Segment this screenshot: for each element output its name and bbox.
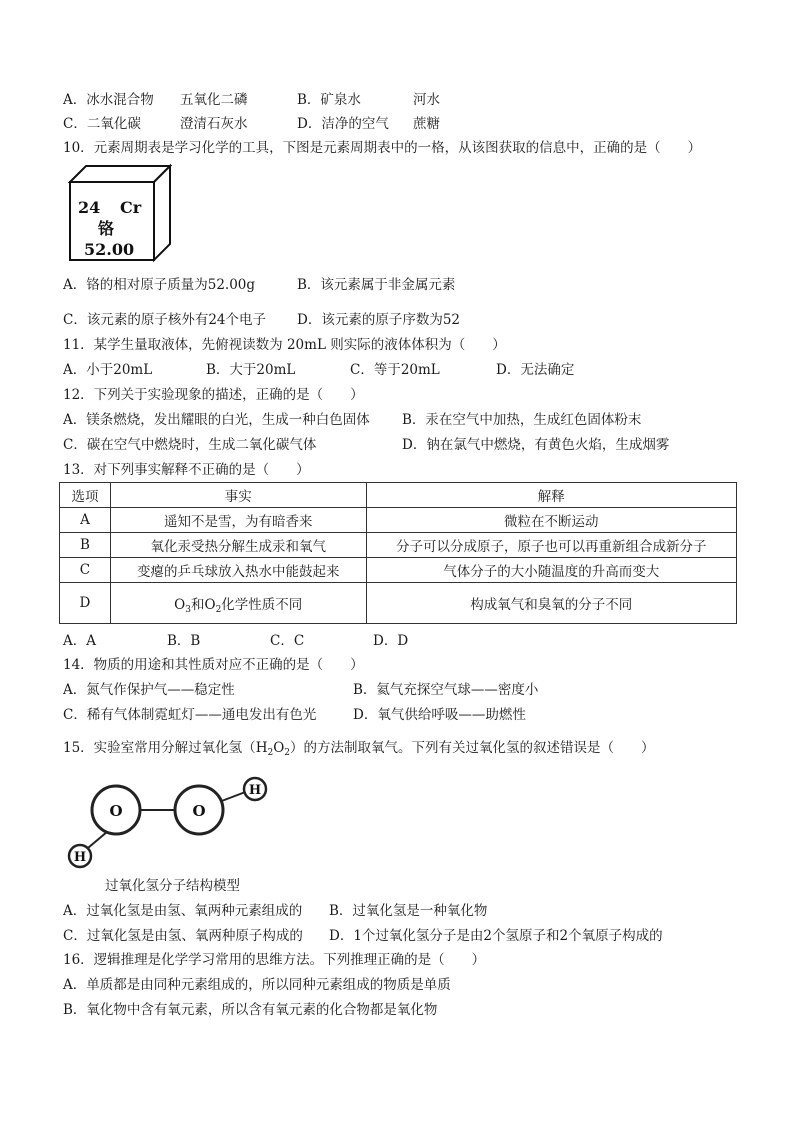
- header-option: 选项: [60, 483, 111, 508]
- q10-stem: 10．元素周期表是学习化学的工具，下图是元素周期表中的一格，从该图获取的信息中，正确的是（ ）: [63, 140, 702, 156]
- row-option: C: [60, 558, 111, 583]
- element-atomic-number: 24: [78, 198, 101, 217]
- row-option: B: [60, 533, 111, 558]
- q12-stem: 12．下列关于实验现象的描述，正确的是（ ）: [63, 387, 364, 403]
- row-fact: 变瘪的乒乓球放入热水中能鼓起来: [110, 558, 366, 583]
- q13-table: [59, 482, 737, 624]
- q9-option-a: A．冰水混合物: [63, 92, 154, 108]
- q15-stem: 15．实验室常用分解过氧化氢$(H_2O_2)$的方法制取氧气。下列有关过氧化氢的叙述错误是（ ）: [63, 740, 655, 758]
- row-explanation: 微粒在不断运动: [366, 508, 736, 533]
- q15-option-c: C．过氧化氢是由氢、氧两种原子构成的: [63, 928, 303, 944]
- table-row: [60, 558, 737, 583]
- q15-option-b: B．过氧化氢是一种氧化物: [329, 903, 488, 919]
- table-row: [60, 508, 737, 533]
- row-fact: $O_3$和$O_2$化学性质不同: [110, 583, 366, 624]
- q10-option-b: B．该元素属于非金属元素: [297, 277, 456, 293]
- table-header-row: [60, 483, 737, 508]
- q9-option-c: C．二氧化碳: [63, 116, 141, 132]
- q15-option-a: A．过氧化氢是由氢、氧两种元素组成的: [63, 903, 303, 919]
- q11-option-a: A．小于20mL: [63, 362, 153, 378]
- q13-answer-b: B．B: [167, 633, 201, 649]
- q16-option-b: B．氧化物中含有氧元素，所以含有氧元素的化合物都是氧化物: [63, 1002, 438, 1018]
- row-option: A: [60, 508, 111, 533]
- q12-option-c: C．碳在空气中燃烧时，生成二氧化碳气体: [63, 437, 317, 453]
- row-explanation: 构成氧气和臭氧的分子不同: [366, 583, 736, 624]
- header-fact: 事实: [110, 483, 366, 508]
- q9-option-b-extra: 河水: [413, 92, 440, 108]
- q13-answer-a: A．A: [63, 633, 96, 649]
- q9-option-d-extra: 蔗糖: [413, 116, 440, 132]
- hydrogen-label-left: H: [73, 850, 87, 865]
- oxygen-label-left: O: [109, 802, 123, 820]
- q14-option-c: C．稀有气体制霓虹灯——通电发出有色光: [63, 707, 317, 723]
- q13-answer-c: C．C: [270, 633, 305, 649]
- q14-option-b: B．氦气充探空气球——密度小: [353, 682, 539, 698]
- q11-option-c: C．等于20mL: [350, 362, 440, 378]
- q10-option-c: C．该元素的原子核外有24个电子: [63, 312, 267, 328]
- q13-stem: 13．对下列事实解释不正确的是（ ）: [63, 462, 310, 478]
- q11-option-d: D．无法确定: [496, 362, 575, 378]
- q12-option-a: A．镁条燃烧，发出耀眼的白光，生成一种白色固体: [63, 412, 370, 428]
- element-name: 铬: [98, 219, 115, 238]
- q15-option-d: D．1个过氧化氢分子是由2个氢原子和2个氧原子构成的: [329, 928, 663, 944]
- element-mass: 52.00: [84, 240, 135, 259]
- q15-figure-caption: 过氧化氢分子结构模型: [105, 878, 240, 894]
- q11-option-b: B．大于20mL: [206, 362, 296, 378]
- q16-stem: 16．逻辑推理是化学学习常用的思维方法。下列推理正确的是（ ）: [63, 952, 486, 968]
- q10-option-a: A．铬的相对原子质量为52.00g: [63, 277, 256, 293]
- h2o2-molecule-model: [62, 770, 277, 870]
- element-symbol: Cr: [120, 198, 142, 217]
- row-option: D: [60, 583, 111, 624]
- q14-stem: 14．物质的用途和其性质对应不正确的是（ ）: [63, 657, 364, 673]
- table-row: [60, 533, 737, 558]
- q16-option-a: A．单质都是由同种元素组成的，所以同种元素组成的物质是单质: [63, 977, 451, 993]
- q12-option-b: B．汞在空气中加热，生成红色固体粉末: [402, 412, 642, 428]
- q9-option-d: D．洁净的空气: [297, 116, 389, 132]
- q14-option-d: D．氧气供给呼吸——助燃性: [353, 707, 526, 723]
- hydrogen-label-right: H: [248, 783, 262, 798]
- row-explanation: 分子可以分成原子，原子也可以再重新组合成新分子: [366, 533, 736, 558]
- table-row: [60, 583, 737, 624]
- q11-stem: 11．某学生量取液体，先俯视读数为 20mL 则实际的液体体积为（ ）: [63, 337, 506, 353]
- oxygen-label-right: O: [192, 802, 206, 820]
- q12-option-d: D．钠在氯气中燃烧，有黄色火焰，生成烟雾: [402, 437, 670, 453]
- element-cell-diagram: [62, 160, 174, 266]
- q10-option-d: D．该元素的原子序数为52: [297, 312, 461, 328]
- q14-option-a: A．氮气作保护气——稳定性: [63, 682, 235, 698]
- row-explanation: 气体分子的大小随温度的升高而变大: [366, 558, 736, 583]
- row-fact: 氧化汞受热分解生成汞和氧气: [110, 533, 366, 558]
- row-fact: 遥知不是雪，为有暗香来: [110, 508, 366, 533]
- q13-answer-d: D．D: [373, 633, 409, 649]
- q9-option-a-extra: 五氧化二磷: [180, 92, 248, 108]
- q9-option-c-extra: 澄清石灰水: [180, 116, 248, 132]
- q9-option-b: B．矿泉水: [297, 92, 361, 108]
- header-explanation: 解释: [366, 483, 736, 508]
- cube-side-face: [154, 166, 170, 260]
